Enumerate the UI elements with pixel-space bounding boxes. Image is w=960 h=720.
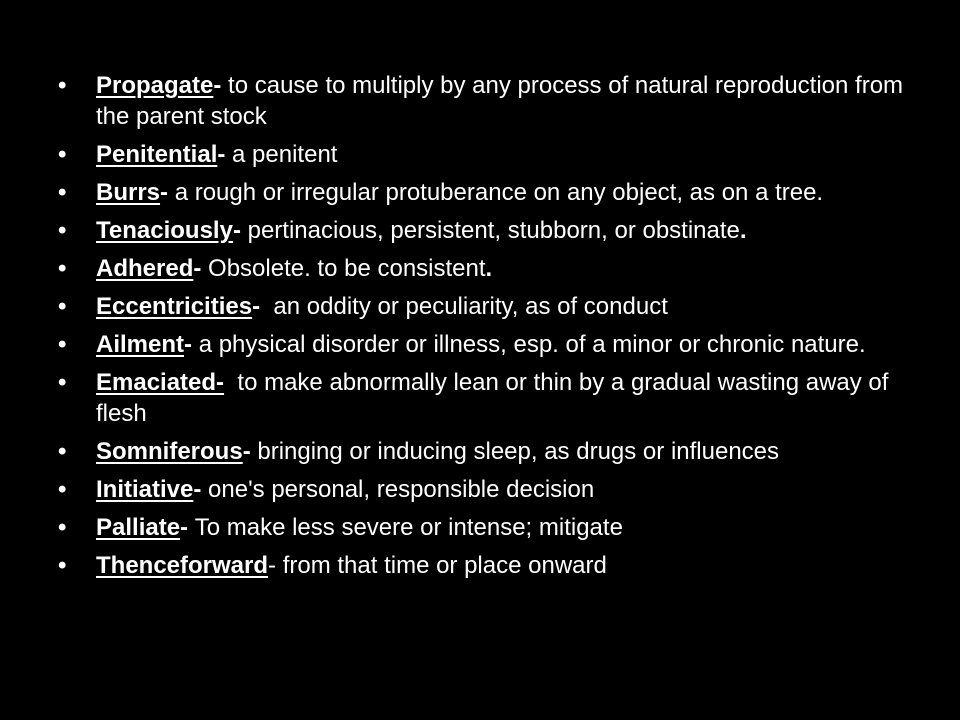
definition: to cause to multiply by any process of natural reproduction from the parent stock xyxy=(96,72,904,130)
definition: one's personal, responsible decision xyxy=(208,476,595,503)
separator: - xyxy=(242,438,258,465)
vocab-item xyxy=(58,512,918,543)
separator: - xyxy=(232,217,248,244)
separator: - xyxy=(213,72,229,99)
bullet-icon: • xyxy=(58,331,67,358)
term: Penitential xyxy=(96,141,218,168)
vocab-item xyxy=(58,550,918,581)
separator: - xyxy=(217,141,233,168)
bullet-icon: • xyxy=(58,179,67,206)
term: Emaciated- xyxy=(96,369,225,396)
vocabulary-list xyxy=(58,70,918,588)
definition: pertinacious, persistent, stubborn, or obstinate xyxy=(247,217,740,244)
vocab-item xyxy=(58,291,918,322)
bullet-icon: • xyxy=(58,217,67,244)
vocab-item xyxy=(58,474,918,505)
bullet-icon: • xyxy=(58,293,67,320)
term: Eccentricities xyxy=(96,293,253,320)
vocab-item xyxy=(58,70,918,132)
vocab-item xyxy=(58,215,918,246)
separator: - xyxy=(252,293,274,320)
vocab-item xyxy=(58,436,918,467)
definition: an oddity or peculiarity, as of conduct xyxy=(273,293,668,320)
separator: - xyxy=(184,331,199,358)
bullet-icon: • xyxy=(58,369,67,396)
bullet-icon: • xyxy=(58,476,67,503)
definition: a physical disorder or illness, esp. of a minor or chronic nature. xyxy=(198,331,866,358)
bullet-icon: • xyxy=(58,438,67,465)
term: Burrs xyxy=(96,179,161,206)
term: Ailment xyxy=(96,331,185,358)
separator: - xyxy=(180,514,195,541)
separator xyxy=(224,369,237,396)
term: Propagate xyxy=(96,72,214,99)
vocab-item xyxy=(58,367,918,429)
definition: bringing or inducing sleep, as drugs or influences xyxy=(257,438,780,465)
bullet-icon: • xyxy=(58,255,67,282)
term: Tenaciously xyxy=(96,217,233,244)
term: Initiative xyxy=(96,476,194,503)
term: Palliate xyxy=(96,514,181,541)
separator: - xyxy=(160,179,175,206)
bullet-icon: • xyxy=(58,552,67,579)
bullet-icon: • xyxy=(58,72,67,99)
separator: - xyxy=(193,255,209,282)
definition: to make abnormally lean or thin by a gradual wasting away of flesh xyxy=(96,369,889,427)
term: Adhered xyxy=(96,255,194,282)
definition-tail: . xyxy=(739,217,747,244)
vocab-item xyxy=(58,177,918,208)
bullet-icon: • xyxy=(58,514,67,541)
definition: Obsolete. to be consistent xyxy=(208,255,486,282)
vocab-item xyxy=(58,253,918,284)
definition: a penitent xyxy=(232,141,338,168)
vocab-item xyxy=(58,139,918,170)
definition: To make less severe or intense; mitigate xyxy=(194,514,623,541)
bullet-icon: • xyxy=(58,141,67,168)
definition-tail: . xyxy=(485,255,493,282)
vocab-item xyxy=(58,329,918,360)
term: Somniferous xyxy=(96,438,243,465)
separator: - xyxy=(193,476,209,503)
definition: from that time or place onward xyxy=(282,552,607,579)
definition: a rough or irregular protuberance on any object, as on a tree. xyxy=(174,179,824,206)
separator: - xyxy=(268,552,283,579)
term: Thenceforward xyxy=(96,552,269,579)
